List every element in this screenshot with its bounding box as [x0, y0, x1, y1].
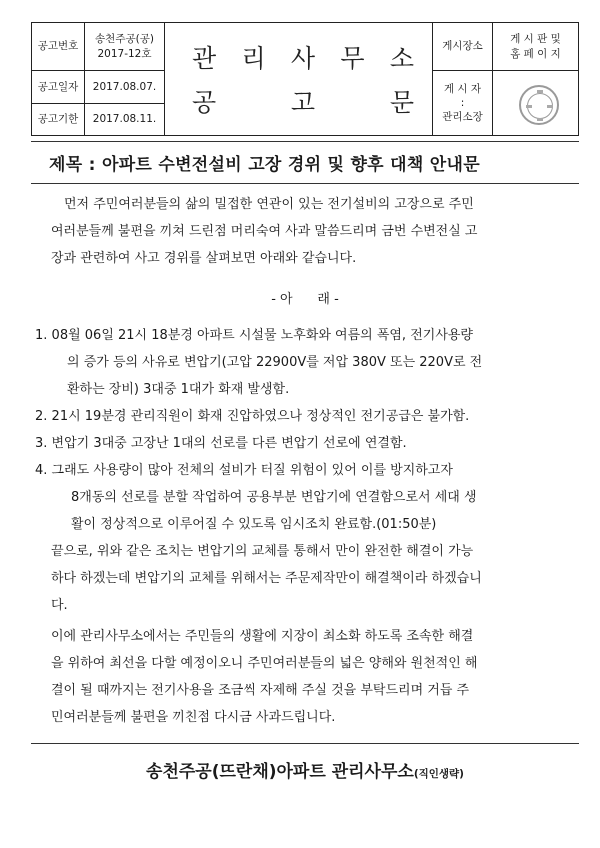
- notice-date: 2017.08.07.: [92, 80, 157, 93]
- posting-place-label: 게시장소: [442, 40, 483, 52]
- notice-title: 공 고 문: [192, 88, 414, 117]
- notice-period-label: 공고기한: [37, 113, 79, 125]
- section-heading: - 아 래 -: [271, 292, 339, 307]
- official-seal-stamp: [519, 85, 559, 125]
- list-item: 4. 그래도 사용량이 많아 전체의 설비가 터질 위험이 있어 이를 방지하고자 8개동의 선로를 분할 작업하여 공용부분 변압기에 연결함으로서 세대 생 활이 정상적으로 이루어질 수 있도록 임시조치 완료함.(01:50분): [35, 463, 477, 532]
- item-list: [35, 322, 575, 538]
- notice-period: 2017.08.11.: [92, 113, 157, 125]
- list-item: 3. 변압기 3대중 고장난 1대의 선로를 다른 변압기 선로에 연결함.: [35, 436, 407, 451]
- seal-note: (직인생략): [413, 768, 464, 780]
- notice-number-label: 공고번호: [37, 40, 79, 52]
- poster: 게 시 자 : 관리소장: [442, 83, 483, 123]
- issuer-name: 송천주공(뜨란채)아파트 관리사무소: [146, 762, 414, 782]
- title-bottom-rule: [31, 183, 579, 184]
- notice-header-table: [31, 22, 579, 136]
- closing-paragraph: 끝으로, 위와 같은 조치는 변압기의 교체를 통해서 만이 완전한 해결이 가능 하다 하겠는데 변압기의 교체를 위해서는 주문제작만이 해결책이라 하겠습니 다.: [51, 544, 482, 613]
- notice-number: 송천주공(공) 2017-12호: [95, 32, 154, 60]
- notice-date-label: 공고일자: [37, 80, 79, 93]
- title-top-rule: [31, 141, 579, 142]
- intro-paragraph: 먼저 주민여러분들의 삶의 밀접한 연관이 있는 전기설비의 고장으로 주민 여러분들께 불편을 끼쳐 드린점 머리숙여 사과 말씀드리며 금번 수변전실 고 장과 관련하여 사고 경위를 살펴보면 아래와 같습니다.: [51, 197, 478, 266]
- document-title: 제목 : 아파트 수변전설비 고장 경위 및 향후 대책 안내문: [49, 155, 480, 175]
- footer-rule: [31, 743, 579, 744]
- apology-paragraph: 이에 관리사무소에서는 주민들의 생활에 지장이 최소화 하도록 조속한 해결 을 위하여 최선을 다할 예정이오니 주민여러분들의 넓은 양해와 원천적인 해 결이 될 때까지는 전기사용을 조금씩 자제해 주실 것을 부탁드리며 거듭 주 민여러분들께 불편을 끼친점 다시금 사과드립니다.: [51, 629, 478, 725]
- posting-place: 게 시 판 및 홈 페 이 지: [510, 32, 561, 60]
- issuer-signature: [31, 757, 579, 782]
- notice-document: [31, 22, 579, 782]
- office-title: 관 리 사 무 소: [192, 44, 414, 73]
- list-item: 1. 08월 06일 21시 18분경 아파트 시설물 노후화와 여름의 폭염, 전기사용량 의 증가 등의 사유로 변압기(고압 22900V를 저압 380V 또는 220V로 전 환하는 장비) 3대중 1대가 화재 발생함.: [35, 328, 483, 397]
- list-item: 2. 21시 19분경 관리직원이 화재 진압하였으나 정상적인 전기공급은 불가함.: [35, 409, 470, 424]
